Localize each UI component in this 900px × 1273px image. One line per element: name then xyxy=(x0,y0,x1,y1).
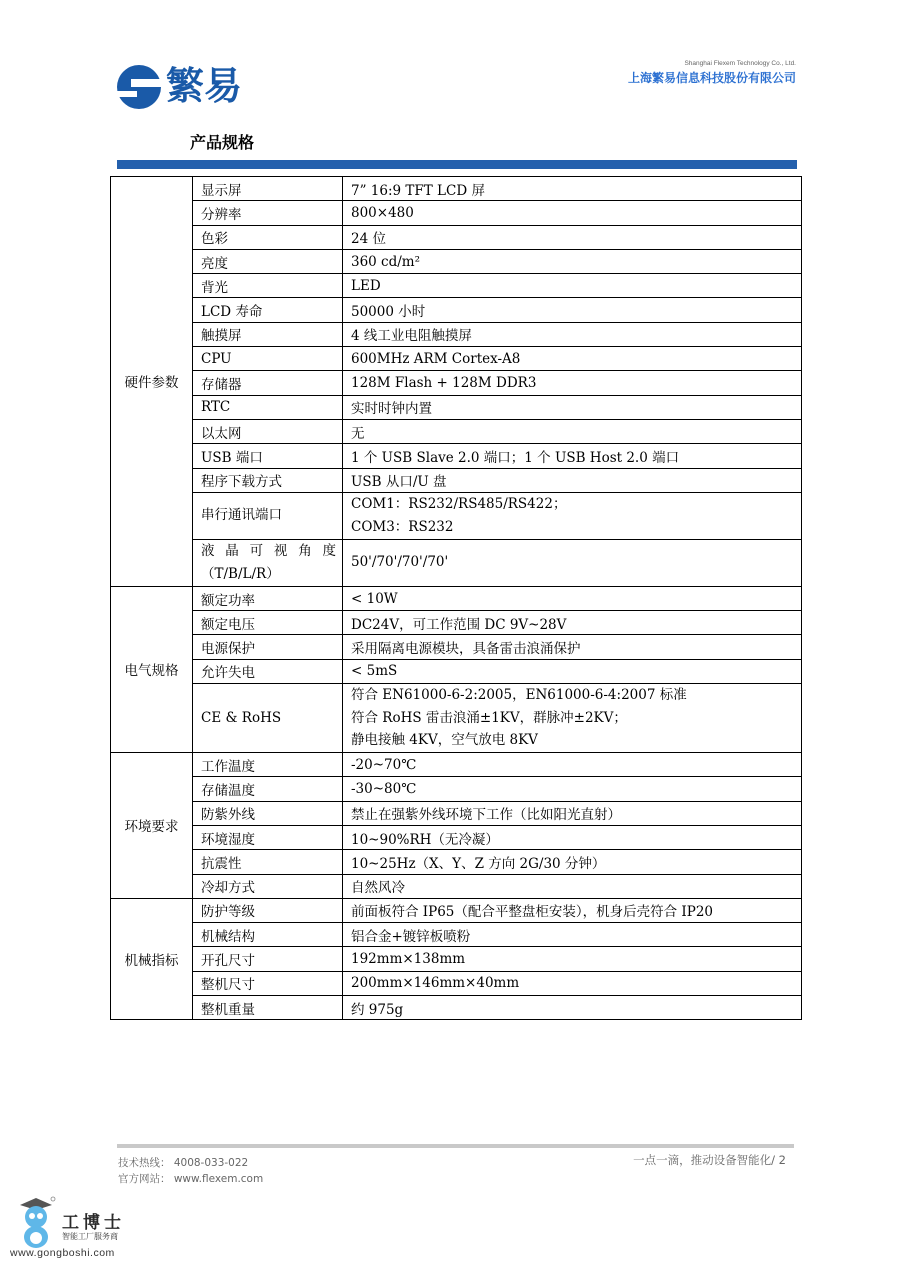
ce-line: 符合 EN61000-6-2:2005，EN61000-6-4:2007 标准 xyxy=(351,687,687,704)
spec-label: 开孔尺寸 xyxy=(193,947,343,971)
spec-value: 约 975g xyxy=(343,996,802,1020)
spec-label: 触摸屏 xyxy=(193,322,343,346)
spec-label: CPU xyxy=(193,347,343,371)
table-row xyxy=(111,801,802,825)
spec-value: 360 cd/m² xyxy=(343,249,802,273)
spec-value: 192mm×138mm xyxy=(343,947,802,971)
mascot-icon xyxy=(10,1195,58,1251)
table-row xyxy=(111,850,802,874)
spec-label: 以太网 xyxy=(193,419,343,443)
table-row xyxy=(111,468,802,492)
table-row xyxy=(111,777,802,801)
spec-value: -30~80℃ xyxy=(343,777,802,801)
spec-label: 程序下载方式 xyxy=(193,468,343,492)
spec-value: 禁止在强紫外线环境下工作（比如阳光直射） xyxy=(343,801,802,825)
category-electrical: 电气规格 xyxy=(111,586,193,752)
ce-line: 符合 RoHS 雷击浪涌±1KV，群脉冲±2KV； xyxy=(351,709,627,726)
category-hardware: 硬件参数 xyxy=(111,177,193,587)
electrical-section xyxy=(111,586,802,752)
viewing-angle-sublabel: （T/B/L/R） xyxy=(201,565,280,582)
spec-value: 10~25Hz（X、Y、Z 方向 2G/30 分钟） xyxy=(343,850,802,874)
environment-section xyxy=(111,753,802,899)
table-row xyxy=(111,539,802,586)
spec-label: 分辨率 xyxy=(193,201,343,225)
spec-value: LED xyxy=(343,274,802,298)
spec-value: < 5mS xyxy=(343,659,802,683)
table-row xyxy=(111,874,802,898)
spec-table xyxy=(110,176,802,1020)
spec-label: 亮度 xyxy=(193,249,343,273)
spec-value xyxy=(343,492,802,539)
spec-value: 200mm×146mm×40mm xyxy=(343,971,802,995)
table-row xyxy=(111,923,802,947)
spec-value: DC24V，可工作范围 DC 9V~28V xyxy=(343,611,802,635)
spec-label: 环境湿度 xyxy=(193,825,343,849)
serial-line: COM1：RS232/RS485/RS422； xyxy=(351,495,567,512)
table-row xyxy=(111,298,802,322)
table-row xyxy=(111,347,802,371)
watermark-url: www.gongboshi.com xyxy=(10,1247,115,1259)
table-row xyxy=(111,971,802,995)
table-row xyxy=(111,322,802,346)
hotline-text: 技术热线： 4008-033-022 xyxy=(118,1157,249,1169)
table-row xyxy=(111,898,802,922)
spec-value: 无 xyxy=(343,419,802,443)
table-row xyxy=(111,635,802,659)
table-row xyxy=(111,492,802,539)
spec-label: 冷却方式 xyxy=(193,874,343,898)
spec-label: 串行通讯端口 xyxy=(193,492,343,539)
table-row xyxy=(111,225,802,249)
spec-value: 10~90%RH（无冷凝） xyxy=(343,825,802,849)
spec-value: 128M Flash + 128M DDR3 xyxy=(343,371,802,395)
spec-label: 存储器 xyxy=(193,371,343,395)
spec-value: 实时时钟内置 xyxy=(343,395,802,419)
spec-label: 抗震性 xyxy=(193,850,343,874)
spec-value: 800×480 xyxy=(343,201,802,225)
spec-label: 背光 xyxy=(193,274,343,298)
spec-label: 允许失电 xyxy=(193,659,343,683)
spec-label: LCD 寿命 xyxy=(193,298,343,322)
spec-value: 24 位 xyxy=(343,225,802,249)
mechanical-section xyxy=(111,898,802,1019)
spec-value: 1 个 USB Slave 2.0 端口；1 个 USB Host 2.0 端口 xyxy=(343,444,802,468)
spec-label: 存储温度 xyxy=(193,777,343,801)
spec-label: 整机重量 xyxy=(193,996,343,1020)
category-mechanical: 机械指标 xyxy=(111,898,193,1019)
footer-slogan-page: 一点一滴，推动设备智能化/ 2 xyxy=(633,1153,786,1167)
website-link[interactable]: 官方网站： www.flexem.com xyxy=(118,1173,264,1185)
table-row xyxy=(111,177,802,201)
serial-line: COM3：RS232 xyxy=(351,518,454,535)
spec-value: 50'/70'/70'/70' xyxy=(343,539,802,586)
company-name-cn: 上海繁易信息科技股份有限公司 xyxy=(627,71,796,85)
spec-label: 额定功率 xyxy=(193,586,343,610)
company-name-en: Shanghai Flexem Technology Co., Ltd. xyxy=(684,60,796,67)
spec-label: 额定电压 xyxy=(193,611,343,635)
table-row xyxy=(111,753,802,777)
spec-value: 铝合金+镀锌板喷粉 xyxy=(343,923,802,947)
flexem-logo-icon xyxy=(117,65,161,109)
table-row xyxy=(111,586,802,610)
spec-label: 防护等级 xyxy=(193,898,343,922)
table-row xyxy=(111,201,802,225)
hardware-section xyxy=(111,177,802,587)
spec-label: 整机尺寸 xyxy=(193,971,343,995)
footer-divider xyxy=(117,1144,794,1148)
spec-label: 防紫外线 xyxy=(193,801,343,825)
spec-value: 自然风冷 xyxy=(343,874,802,898)
spec-value: 采用隔离电源模块，具备雷击浪涌保护 xyxy=(343,635,802,659)
table-row xyxy=(111,249,802,273)
spec-label: 显示屏 xyxy=(193,177,343,201)
section-title: 产品规格 xyxy=(190,133,255,152)
table-row xyxy=(111,444,802,468)
table-row xyxy=(111,947,802,971)
spec-value: -20~70℃ xyxy=(343,753,802,777)
table-row xyxy=(111,274,802,298)
watermark-name: 工博士 xyxy=(62,1213,125,1233)
spec-value xyxy=(343,684,802,753)
footer-contact xyxy=(118,1155,263,1187)
spec-label: 工作温度 xyxy=(193,753,343,777)
spec-value: USB 从口/U 盘 xyxy=(343,468,802,492)
spec-label: 色彩 xyxy=(193,225,343,249)
category-environment: 环境要求 xyxy=(111,753,193,899)
spec-value: < 10W xyxy=(343,586,802,610)
spec-value: 50000 小时 xyxy=(343,298,802,322)
table-row xyxy=(111,825,802,849)
table-row xyxy=(111,419,802,443)
watermark-sub: 智能工厂服务商 xyxy=(62,1232,118,1241)
header-divider xyxy=(117,160,797,169)
viewing-angle-label: 液晶可视角度 xyxy=(201,542,336,559)
spec-label: CE & RoHS xyxy=(193,684,343,753)
table-row xyxy=(111,659,802,683)
spec-value: 600MHz ARM Cortex-A8 xyxy=(343,347,802,371)
spec-label xyxy=(193,539,343,586)
logo-text: 繁易 xyxy=(166,64,243,108)
spec-label: 机械结构 xyxy=(193,923,343,947)
table-row xyxy=(111,611,802,635)
spec-label: 电源保护 xyxy=(193,635,343,659)
ce-line: 静电接触 4KV，空气放电 8KV xyxy=(351,732,538,749)
spec-label: RTC xyxy=(193,395,343,419)
table-row xyxy=(111,371,802,395)
spec-label: USB 端口 xyxy=(193,444,343,468)
table-row xyxy=(111,684,802,753)
table-row xyxy=(111,395,802,419)
spec-value: 7” 16:9 TFT LCD 屏 xyxy=(343,177,802,201)
spec-value: 4 线工业电阻触摸屏 xyxy=(343,322,802,346)
spec-value: 前面板符合 IP65（配合平整盘柜安装），机身后壳符合 IP20 xyxy=(343,898,802,922)
table-row xyxy=(111,996,802,1020)
